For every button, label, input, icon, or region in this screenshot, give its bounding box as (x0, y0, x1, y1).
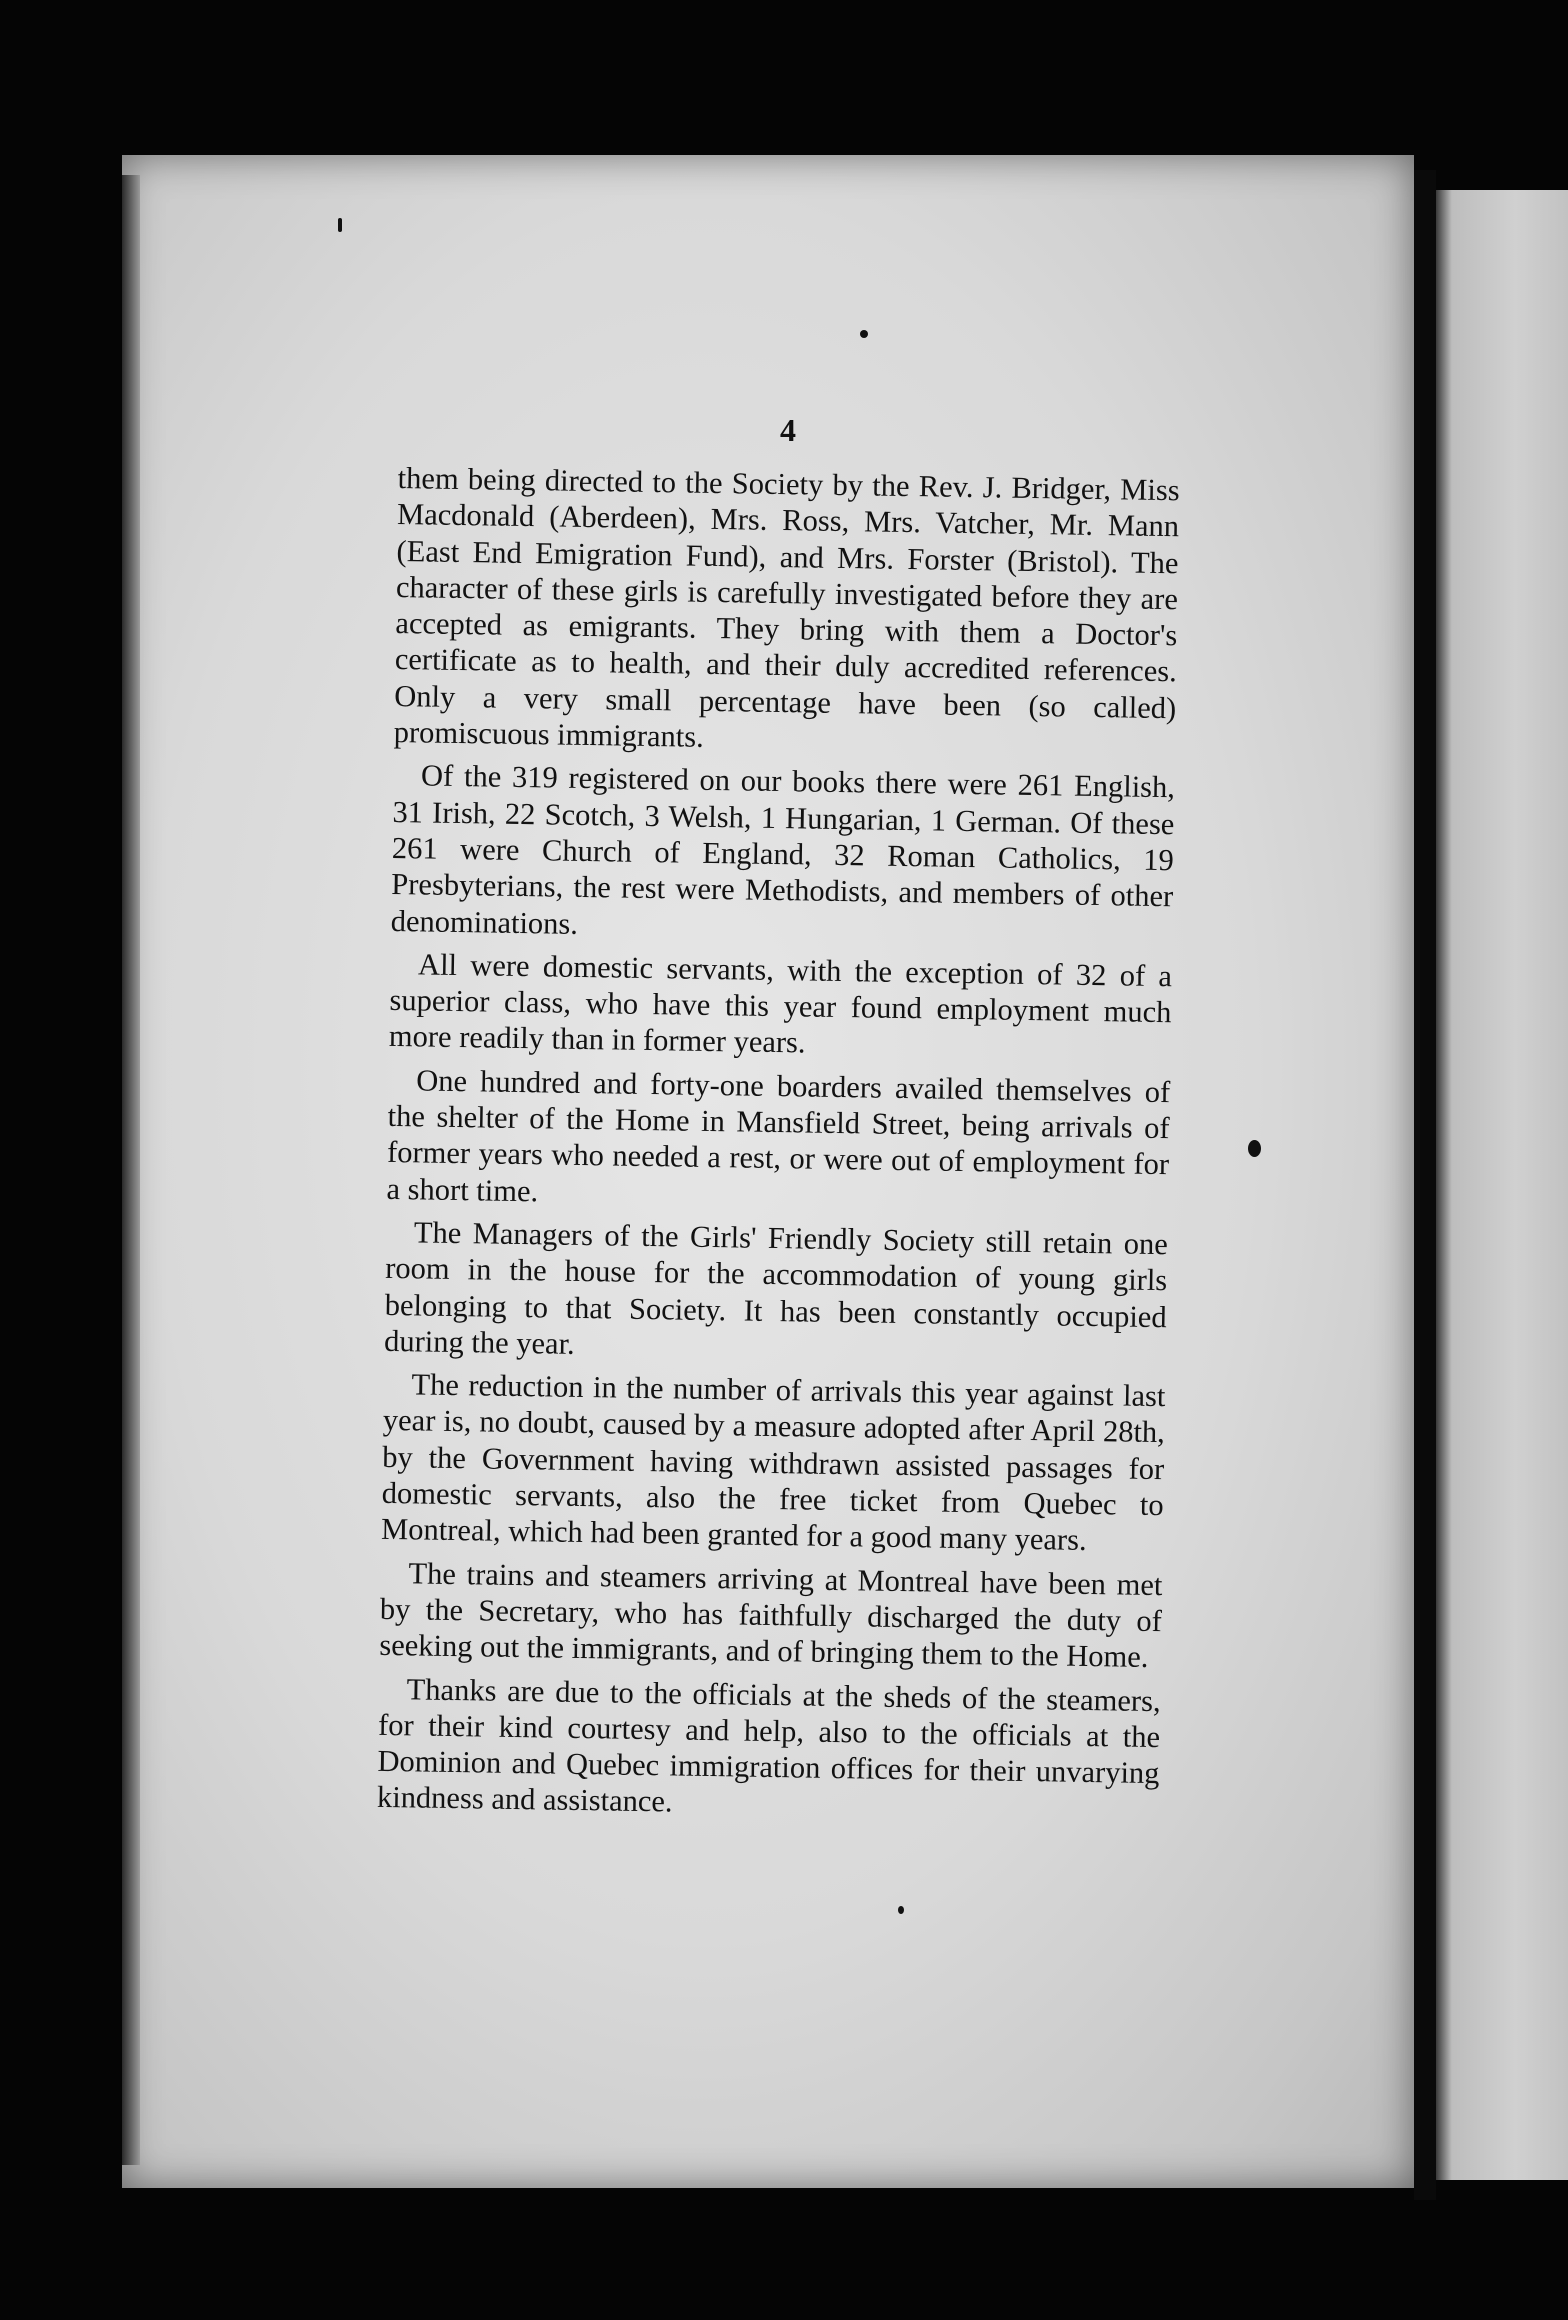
paragraph: All were domestic servants, with the exception of 32 of a superior class, who have this year found employment much more readily than in former years. (388, 947, 1173, 1060)
page-number: 4 (780, 412, 796, 448)
paragraph: Thanks are due to the officials at the sheds of the steamers, for their kind courtesy and help, also to the officials at the Dominion and Quebec immigration offices for their unvarying kindness and assistance. (376, 1671, 1161, 1819)
paragraph: them being directed to the Society by the Rev. J. Bridger, Miss Macdonald (Aberdeen), Mrs. Ross, Mrs. Vatcher, Mr. Mann (East End Emigration Fund), and Mrs. Forster (Bristol). The character of these girls is carefully investigated before they are accepted as emigrants. They bring with them a Doctor's certificate as to health, and their duly accredited references. Only a very small percentage have been (so called) promiscuous immigrants. (393, 460, 1180, 754)
facing-page-edge (1436, 190, 1568, 2180)
ink-speck (860, 330, 868, 338)
ink-speck (898, 1906, 904, 1914)
body-text (377, 460, 1180, 1835)
ink-speck (1248, 1140, 1261, 1157)
paragraph: The trains and steamers arriving at Montreal have been met by the Secretary, who has faithfully discharged the duty of seeking out the immigrants, and of bringing them to the Home. (379, 1555, 1163, 1675)
book-gutter (1414, 170, 1436, 2200)
paragraph: One hundred and forty-one boarders availed themselves of the shelter of the Home in Mansfield Street, being arrivals of former years who needed a rest, or were out of employment for a short time. (386, 1063, 1171, 1208)
page-binding-edge (122, 175, 140, 2165)
paragraph: The reduction in the number of arrivals this year against last year is, no doubt, caused by a measure adopted after April 28th, by the Government having withdrawn assisted passages for domestic servants, also the free ticket from Quebec to Montreal, which had been granted for a good many years. (380, 1367, 1166, 1558)
paragraph: Of the 319 registered on our books there were 261 English, 31 Irish, 22 Scotch, 3 Welsh, 1 Hungarian, 1 German. Of these 261 were Church of England, 32 Roman Catholics, 19 Presbyterians, the rest were Methodists, and members of other denominations. (390, 758, 1176, 941)
paragraph: The Managers of the Girls' Friendly Society still retain one room in the house for the accommodation of young girls belonging to that Society. It has been constantly occupied during the year. (383, 1215, 1169, 1361)
ink-speck (338, 218, 342, 232)
